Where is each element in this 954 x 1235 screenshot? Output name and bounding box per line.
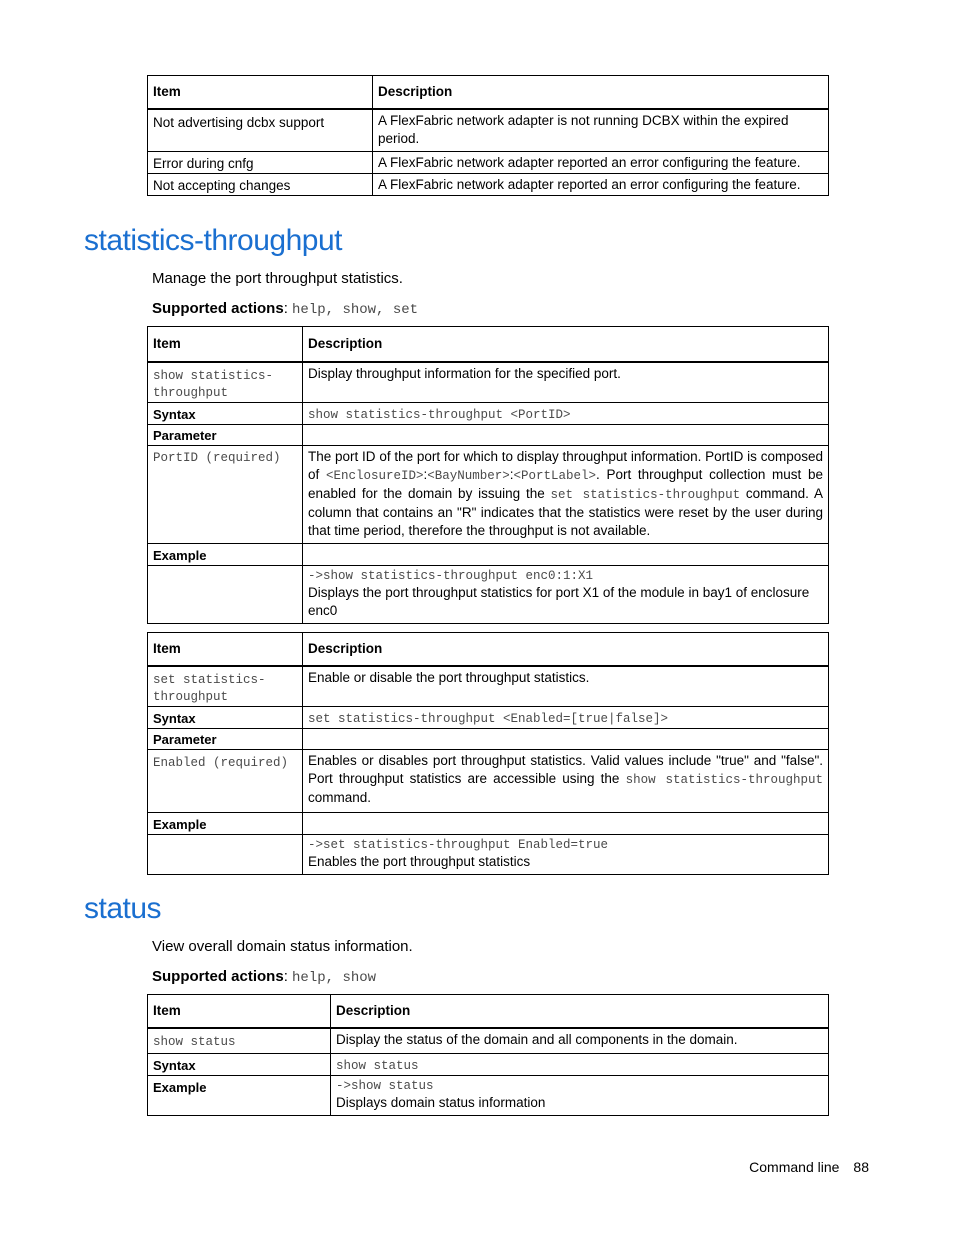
parameter-row — [148, 446, 829, 544]
supported-actions — [152, 968, 376, 986]
example-description: Enables the port throughput statistics — [308, 854, 531, 869]
section-intro: Manage the port throughput statistics. — [152, 270, 403, 287]
table-row — [148, 151, 829, 173]
supported-actions-separator: : — [283, 968, 293, 985]
example-command: ->show status — [336, 1079, 434, 1093]
page-footer — [749, 1159, 869, 1175]
example-command: ->show statistics-throughput enc0:1:X1 — [308, 569, 594, 583]
example-label: Example — [148, 544, 303, 566]
table-header-row — [148, 327, 829, 363]
description-cell: A FlexFabric network adapter is not running DCBX within the expired period. — [373, 109, 829, 151]
example-empty-cell — [148, 566, 303, 624]
example-cell — [303, 566, 829, 624]
command-cell — [148, 1028, 331, 1054]
table-row — [148, 109, 829, 151]
example-label-row — [148, 544, 829, 566]
syntax-label: Syntax — [148, 1054, 331, 1076]
col-header-description: Description — [373, 76, 829, 110]
syntax-cell — [331, 1054, 829, 1076]
col-header-description: Description — [303, 327, 829, 363]
example-command: ->set statistics-throughput Enabled=true — [308, 838, 609, 852]
command-name: set statistics-throughput — [153, 673, 266, 704]
example-label-empty — [303, 544, 829, 566]
col-header-item: Item — [148, 633, 303, 667]
parameter-label-row — [148, 425, 829, 446]
parameter-row — [148, 750, 829, 813]
page-number: 88 — [853, 1159, 869, 1175]
parameter-label-row — [148, 729, 829, 750]
table-header-row — [148, 76, 829, 110]
dcbx-status-table — [147, 75, 829, 196]
syntax-row — [148, 1054, 829, 1076]
table-header-row — [148, 633, 829, 667]
syntax-row — [148, 403, 829, 425]
example-description: Displays the port throughput statistics for port X1 of the module in bay1 of enclosure enc0 — [308, 585, 810, 618]
col-header-item: Item — [148, 327, 303, 363]
parameter-label: Parameter — [148, 425, 303, 446]
table-row — [148, 173, 829, 195]
parameter-name-cell — [148, 446, 303, 544]
example-label-empty — [303, 813, 829, 835]
command-cell — [148, 362, 303, 403]
parameter-label: Parameter — [148, 729, 303, 750]
example-label-row — [148, 813, 829, 835]
parameter-name: Enabled (required) — [153, 756, 289, 770]
command-row — [148, 666, 829, 707]
parameter-label-empty — [303, 425, 829, 446]
supported-actions-separator: : — [283, 300, 293, 317]
syntax-value: show statistics-throughput <PortID> — [308, 408, 571, 422]
description-cell: A FlexFabric network adapter reported an error configuring the feature. — [373, 151, 829, 173]
section-heading-statistics-throughput: statistics-throughput — [84, 224, 342, 257]
parameter-name: PortID (required) — [153, 451, 281, 465]
syntax-label: Syntax — [148, 403, 303, 425]
syntax-cell — [303, 403, 829, 425]
set-statistics-throughput-table — [147, 632, 829, 875]
show-status-table — [147, 994, 829, 1116]
syntax-cell — [303, 707, 829, 729]
table-header-row — [148, 995, 829, 1029]
section-intro: View overall domain status information. — [152, 938, 413, 955]
item-cell: Error during cnfg — [148, 151, 373, 173]
example-description: Displays domain status information — [336, 1095, 546, 1110]
example-row — [148, 835, 829, 875]
syntax-row — [148, 707, 829, 729]
description-cell: A FlexFabric network adapter reported an error configuring the feature. — [373, 173, 829, 195]
command-name: show status — [153, 1035, 236, 1049]
command-description: Display throughput information for the specified port. — [303, 362, 829, 403]
item-cell: Not advertising dcbx support — [148, 109, 373, 151]
parameter-description: The port ID of the port for which to display throughput information. PortID is composed of <EnclosureID>:<BayNumber>:<PortLabel>. Port throughput collection must be enabled for the domain by issuing the set statistics-throughput command. A column that contains an "R" indicates that the statistics were reset by the user during that time period, therefore the throughput is not available. — [303, 446, 829, 544]
example-empty-cell — [148, 835, 303, 875]
col-header-item: Item — [148, 995, 331, 1029]
command-row — [148, 1028, 829, 1054]
show-statistics-throughput-table — [147, 326, 829, 624]
parameter-name-cell — [148, 750, 303, 813]
item-cell: Not accepting changes — [148, 173, 373, 195]
example-row — [148, 566, 829, 624]
command-description: Display the status of the domain and all components in the domain. — [331, 1028, 829, 1054]
command-cell — [148, 666, 303, 707]
example-label: Example — [148, 1076, 331, 1116]
supported-actions-label: Supported actions — [152, 968, 284, 985]
syntax-value: show status — [336, 1059, 419, 1073]
example-row — [148, 1076, 829, 1116]
section-heading-status: status — [84, 892, 162, 925]
supported-actions-label: Supported actions — [152, 300, 284, 317]
syntax-label: Syntax — [148, 707, 303, 729]
command-description: Enable or disable the port throughput statistics. — [303, 666, 829, 707]
supported-actions-values: help, show, set — [292, 302, 419, 318]
syntax-value: set statistics-throughput <Enabled=[true|false]> — [308, 712, 669, 726]
col-header-description: Description — [331, 995, 829, 1029]
footer-section-name: Command line — [749, 1159, 840, 1175]
supported-actions-values: help, show — [292, 970, 377, 986]
command-name: show statistics-throughput — [153, 369, 274, 400]
col-header-description: Description — [303, 633, 829, 667]
example-cell — [331, 1076, 829, 1116]
col-header-item: Item — [148, 76, 373, 110]
parameter-label-empty — [303, 729, 829, 750]
parameter-description: Enables or disables port throughput statistics. Valid values include "true" and "false". Port throughput statistics are accessible using the show statistics-throughput command. — [303, 750, 829, 813]
supported-actions — [152, 300, 418, 318]
example-label: Example — [148, 813, 303, 835]
example-cell — [303, 835, 829, 875]
command-row — [148, 362, 829, 403]
